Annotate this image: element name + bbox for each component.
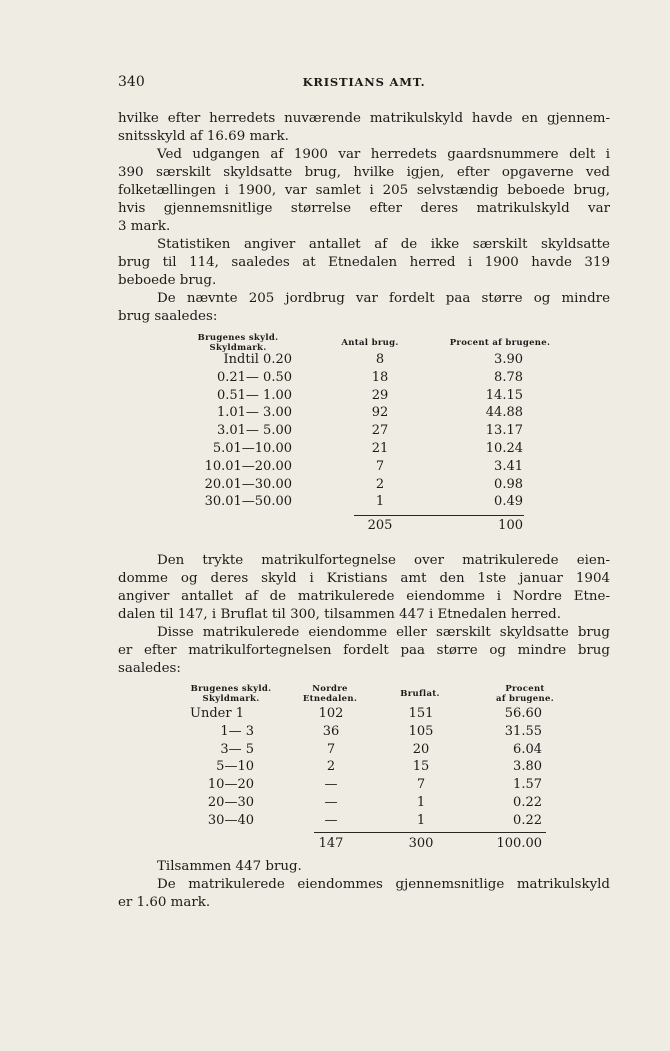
text-line: brug saaledes: (118, 309, 218, 324)
table2-range-cell: Under 1 (190, 706, 244, 721)
table2-percent-cell: 0.22 (513, 812, 542, 828)
table2-range-cell: 5—10 (216, 759, 254, 775)
running-title: KRISTIANS AMT. (302, 75, 426, 89)
table1-percent-cell: 0.98 (494, 476, 523, 492)
table1-percent-cell: 3.41 (494, 458, 523, 474)
header-line: Brugenes skyld. (190, 684, 272, 694)
text-line: Ved udgangen af 1900 var herredets gaardsnummere delt i (157, 147, 610, 162)
text-line: er efter matrikulfortegnelsen fordelt paa større og mindre brug (118, 643, 610, 658)
text-line: 390 særskilt skyldsatte brug, hvilke igjen, efter opgaverne ved (118, 165, 610, 180)
table2-nordre-cell: — (324, 777, 338, 793)
table2-total-nordre: 147 (318, 836, 344, 851)
table1-count-cell: 21 (371, 441, 389, 456)
paragraph-1 (118, 110, 610, 146)
table1-range-cell: 3.01— 5.00 (216, 423, 292, 439)
table2-header-skyld (172, 685, 290, 704)
text-line: Statistiken angiver antallet af de ikke særskilt skyldsatte (157, 237, 610, 252)
table1-range-cell: 0.21— 0.50 (216, 369, 292, 385)
table1-percent-cell: 13.17 (485, 423, 523, 439)
table1-count-cell: 2 (375, 476, 385, 492)
table1-total-percent: 100 (498, 518, 523, 533)
table2-total-bruflat: 300 (408, 836, 434, 851)
table1-count-cell: 29 (371, 387, 389, 403)
text-line: folketællingen i 1900, var samlet i 205 selvstændig beboede brug, (118, 183, 610, 198)
table2-bruflat-cell: 1 (416, 795, 426, 810)
header-line: Skyldmark. (209, 342, 267, 353)
text-line: De matrikulerede eiendommes gjennemsnitlige matrikulskyld (157, 877, 610, 892)
table2-total-rule (314, 832, 546, 833)
header-line: af brugene. (496, 693, 554, 704)
table1-count-cell: 8 (375, 352, 385, 367)
table2-range-cell: 3— 5 (220, 741, 254, 757)
paragraph-2 (118, 146, 610, 236)
table1-range-cell: 5.01—10.00 (212, 441, 292, 456)
page-header (118, 74, 610, 94)
table2-percent-cell: 1.57 (513, 777, 542, 793)
header-line: Skyldmark. (202, 693, 260, 704)
text-line: brug til 114, saaledes at Etnedalen herred i 1900 havde 319 (118, 255, 610, 270)
page-number: 340 (118, 74, 145, 90)
table2-nordre-cell: 7 (326, 741, 336, 757)
text-line: domme og deres skyld i Kristians amt den 1ste januar 1904 (118, 571, 610, 586)
paragraph-7 (118, 858, 610, 876)
table2-percent-cell: 0.22 (513, 795, 542, 810)
text-line: 3 mark. (118, 219, 171, 234)
table2-bruflat-cell: 20 (412, 741, 430, 757)
text-line: saaledes: (118, 661, 181, 676)
text-line: hvilke efter herredets nuværende matrikulskyld havde en gjennem- (118, 111, 610, 126)
table1-percent-cell: 0.49 (494, 494, 523, 510)
table2-nordre-cell: 102 (318, 706, 344, 721)
table2-percent-cell: 56.60 (504, 706, 542, 721)
table2-bruflat-cell: 1 (416, 812, 426, 828)
table2-header-bruflat: Bruflat. (400, 689, 440, 699)
table2-header-procent (480, 685, 570, 704)
text-line: beboede brug. (118, 273, 217, 288)
table1-range-cell: 10.01—20.00 (204, 458, 292, 474)
table2-nordre-cell: — (324, 812, 338, 828)
paragraph-4 (118, 290, 610, 326)
table1-header-procent: Procent af brugene. (449, 338, 551, 348)
table1-total-count: 205 (367, 518, 393, 533)
table2-total-percent: 100.00 (496, 836, 542, 851)
table1-range-cell: 30.01—50.00 (204, 494, 292, 510)
table2-range-cell: 10—20 (207, 777, 254, 793)
table1-range-cell: Indtil 0.20 (223, 352, 292, 367)
table2-bruflat-cell: 15 (412, 759, 430, 775)
table2-nordre-cell: 36 (322, 723, 340, 739)
header-line: Nordre (312, 684, 348, 694)
header-line: Procent (505, 684, 545, 694)
table1-count-cell: 27 (371, 423, 389, 439)
table1-range-cell: 1.01— 3.00 (216, 405, 292, 421)
table1-header-antal: Antal brug. (341, 338, 399, 348)
table2-percent-cell: 6.04 (513, 741, 542, 757)
text-line: Disse matrikulerede eiendomme eller særskilt skyldsatte brug (157, 625, 610, 640)
header-line: Brugenes skyld. (197, 333, 279, 343)
table2-bruflat-cell: 7 (416, 777, 426, 793)
table2-nordre-cell: 2 (326, 759, 336, 775)
text-line: De nævnte 205 jordbrug var fordelt paa større og mindre (157, 291, 610, 306)
table2-range-cell: 20—30 (207, 795, 254, 810)
paragraph-3 (118, 236, 610, 290)
table1-percent-cell: 8.78 (494, 369, 523, 385)
table1-total-rule (354, 515, 524, 516)
text-line: angiver antallet af de matrikulerede eiendomme i Nordre Etne- (118, 589, 610, 604)
table1-count-cell: 1 (375, 494, 385, 510)
table1-range-cell: 0.51— 1.00 (216, 387, 292, 403)
table1-count-cell: 18 (371, 369, 389, 385)
paragraph-6 (118, 624, 610, 678)
text-line: er 1.60 mark. (118, 895, 211, 910)
paragraph-5 (118, 552, 610, 624)
table1-percent-cell: 44.88 (485, 405, 523, 421)
table2-percent-cell: 31.55 (504, 723, 542, 739)
table1-range-cell: 20.01—30.00 (204, 476, 292, 492)
table1-percent-cell: 10.24 (485, 441, 523, 456)
table2-range-cell: 30—40 (207, 812, 254, 828)
table1-header-skyld (178, 334, 298, 353)
table2-nordre-cell: — (324, 795, 338, 810)
table2-bruflat-cell: 151 (408, 706, 434, 721)
table1-percent-cell: 14.15 (485, 387, 523, 403)
table1-percent-cell: 3.90 (494, 352, 523, 367)
table2-bruflat-cell: 105 (408, 723, 434, 739)
table1-count-cell: 92 (371, 405, 389, 421)
paragraph-8 (118, 876, 610, 912)
header-line: Etnedalen. (302, 693, 358, 704)
text-line: hvis gjennemsnitlige størrelse efter deres matrikulskyld var (118, 201, 610, 216)
text-line: Tilsammen 447 brug. (157, 859, 302, 874)
text-line: Den trykte matrikulfortegnelse over matrikulerede eien- (157, 553, 610, 568)
text-line: snitsskyld af 16.69 mark. (118, 129, 289, 144)
table1-count-cell: 7 (375, 458, 385, 474)
table2-range-cell: 1— 3 (220, 723, 254, 739)
table2-percent-cell: 3.80 (513, 759, 542, 775)
table2-header-nordre (290, 685, 370, 704)
text-line: dalen til 147, i Bruflat til 300, tilsammen 447 i Etnedalen herred. (118, 607, 561, 622)
